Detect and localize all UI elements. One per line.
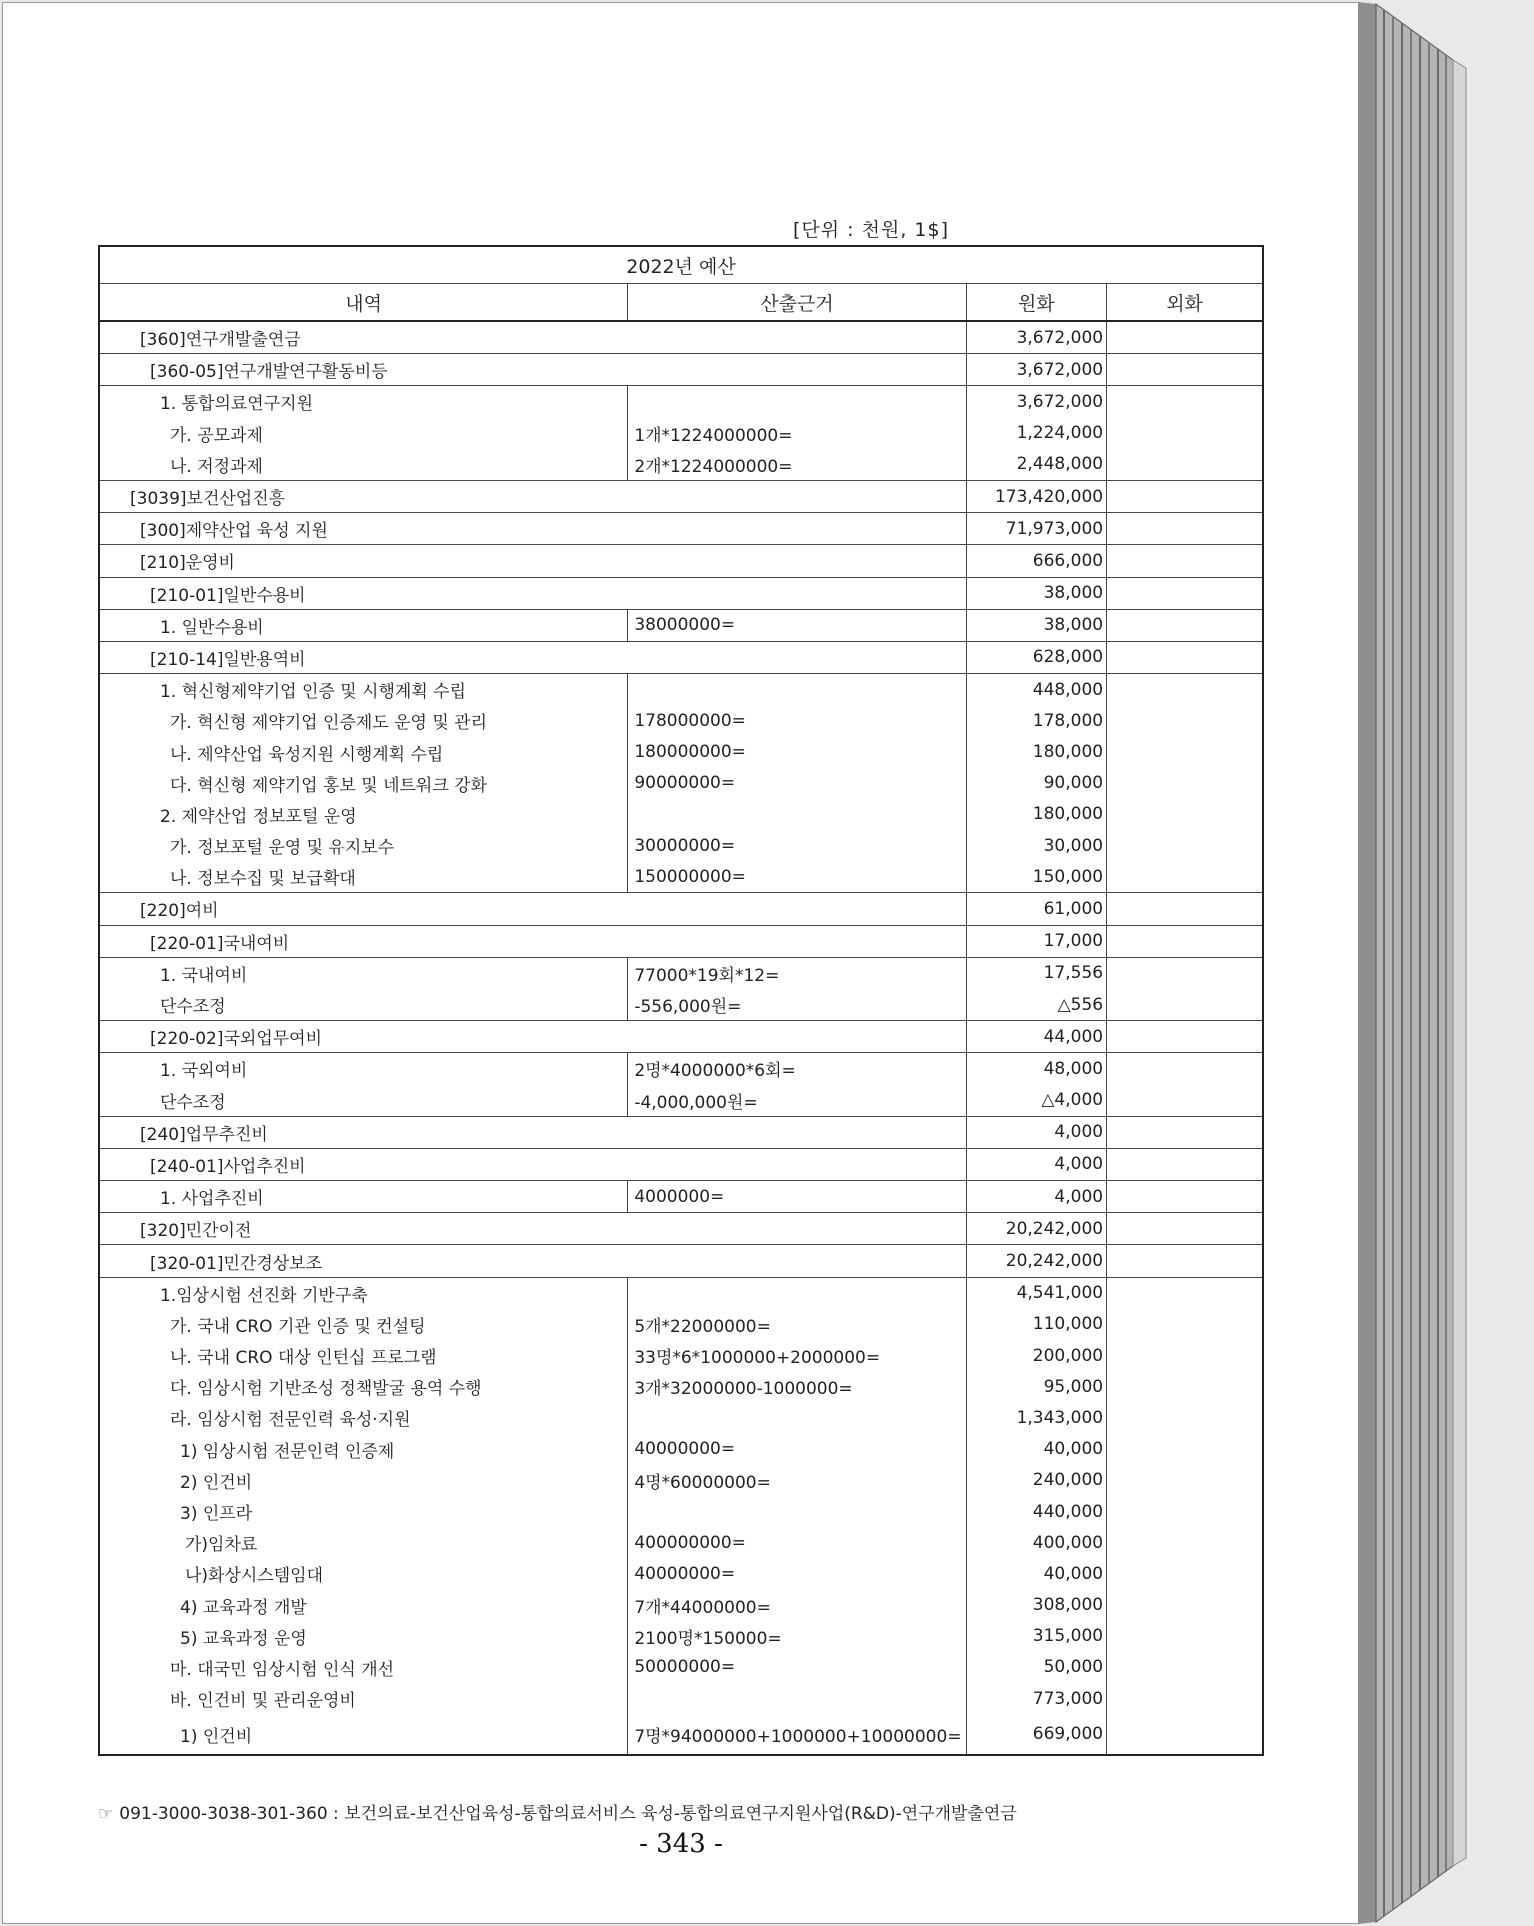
table-row — [99, 1590, 1263, 1621]
row-description-text: [210]운영비 — [140, 553, 235, 574]
document-page — [2, 2, 1360, 1924]
row-description — [99, 893, 966, 925]
row-krw-amount: 3,672,000 — [966, 386, 1107, 418]
row-foreign-amount — [1107, 1527, 1263, 1558]
row-description — [99, 1621, 628, 1652]
row-description — [99, 1053, 628, 1085]
row-foreign-amount — [1107, 989, 1263, 1021]
row-krw-amount: 3,672,000 — [966, 321, 1107, 354]
row-foreign-amount — [1107, 1021, 1263, 1053]
row-description — [99, 989, 628, 1021]
row-krw-amount: 448,000 — [966, 674, 1107, 706]
row-description-text: 다. 임상시험 기반조성 정책발굴 용역 수행 — [170, 1379, 482, 1400]
row-description-text: 가. 혁신형 제약기업 인증제도 운영 및 관리 — [170, 713, 488, 734]
row-krw-amount: △4,000 — [966, 1085, 1107, 1117]
row-krw-amount: 30,000 — [966, 830, 1107, 861]
row-foreign-amount — [1107, 705, 1263, 736]
row-basis: 400000000= — [628, 1527, 966, 1558]
row-description-text: [320-01]민간경상보조 — [150, 1253, 323, 1274]
row-description — [99, 768, 628, 799]
header-description: 내역 — [99, 284, 628, 322]
table-row — [99, 1402, 1263, 1433]
row-foreign-amount — [1107, 736, 1263, 767]
row-krw-amount: 4,541,000 — [966, 1277, 1107, 1309]
row-foreign-amount — [1107, 513, 1263, 545]
row-description-text: [210-01]일반수용비 — [150, 585, 306, 606]
row-basis: 4000000= — [628, 1181, 966, 1213]
row-description — [99, 354, 966, 386]
row-krw-amount: 38,000 — [966, 577, 1107, 609]
table-row — [99, 1148, 1263, 1180]
row-krw-amount: 71,973,000 — [966, 513, 1107, 545]
row-basis — [628, 1496, 966, 1527]
table-row — [99, 1085, 1263, 1117]
row-krw-amount: 628,000 — [966, 641, 1107, 673]
row-description-text: [300]제약산업 육성 지원 — [140, 521, 328, 542]
row-krw-amount: 50,000 — [966, 1652, 1107, 1683]
row-basis — [628, 674, 966, 706]
row-description-text: [210-14]일반용역비 — [150, 649, 306, 670]
row-foreign-amount — [1107, 861, 1263, 893]
row-description — [99, 1148, 966, 1180]
row-foreign-amount — [1107, 1558, 1263, 1589]
row-foreign-amount — [1107, 545, 1263, 577]
row-description-text: 3) 인프라 — [180, 1504, 253, 1525]
row-basis — [628, 386, 966, 418]
row-foreign-amount — [1107, 768, 1263, 799]
row-krw-amount: 4,000 — [966, 1181, 1107, 1213]
row-description-text: [220-02]국외업무여비 — [150, 1029, 323, 1050]
row-description-text: 1.임상시험 선진화 기반구축 — [160, 1285, 368, 1306]
row-krw-amount: 20,242,000 — [966, 1213, 1107, 1245]
row-basis: 77000*19회*12= — [628, 957, 966, 989]
table-row — [99, 1652, 1263, 1683]
row-krw-amount: 40,000 — [966, 1434, 1107, 1465]
table-row — [99, 989, 1263, 1021]
table-row — [99, 830, 1263, 861]
row-description-text: [3039]보건산업진흥 — [130, 489, 286, 510]
table-row — [99, 893, 1263, 925]
row-description — [99, 1496, 628, 1527]
table-row — [99, 1621, 1263, 1652]
table-row — [99, 386, 1263, 418]
row-foreign-amount — [1107, 1053, 1263, 1085]
table-row — [99, 957, 1263, 989]
row-description — [99, 830, 628, 861]
row-description — [99, 1340, 628, 1371]
row-krw-amount: 1,224,000 — [966, 418, 1107, 449]
row-basis — [628, 1402, 966, 1433]
row-foreign-amount — [1107, 830, 1263, 861]
row-description — [99, 925, 966, 957]
row-basis: 3개*32000000-1000000= — [628, 1371, 966, 1402]
table-row — [99, 418, 1263, 449]
table-row — [99, 1213, 1263, 1245]
table-row — [99, 1053, 1263, 1085]
row-description-text: 바. 인건비 및 관리운영비 — [170, 1691, 356, 1712]
row-basis: 2개*1224000000= — [628, 449, 966, 481]
row-description — [99, 1309, 628, 1340]
row-krw-amount: 178,000 — [966, 705, 1107, 736]
row-foreign-amount — [1107, 321, 1263, 354]
row-basis: 38000000= — [628, 609, 966, 641]
row-foreign-amount — [1107, 1402, 1263, 1433]
book-page-edges — [1358, 0, 1534, 1926]
table-row — [99, 1277, 1263, 1309]
header-krw: 원화 — [966, 284, 1107, 322]
table-row — [99, 1434, 1263, 1465]
table-row — [99, 1714, 1263, 1755]
row-description-text: 단수조정 — [160, 1092, 226, 1113]
table-row — [99, 354, 1263, 386]
row-description-text: [220-01]국내여비 — [150, 933, 290, 954]
row-description — [99, 1590, 628, 1621]
row-krw-amount: 4,000 — [966, 1116, 1107, 1148]
row-foreign-amount — [1107, 1148, 1263, 1180]
row-krw-amount: 173,420,000 — [966, 480, 1107, 512]
row-foreign-amount — [1107, 418, 1263, 449]
row-description-text: 1. 국외여비 — [160, 1061, 248, 1082]
row-krw-amount: 38,000 — [966, 609, 1107, 641]
row-krw-amount: 4,000 — [966, 1148, 1107, 1180]
row-description — [99, 1213, 966, 1245]
row-foreign-amount — [1107, 1116, 1263, 1148]
table-row — [99, 1116, 1263, 1148]
row-description-text: 1) 인건비 — [180, 1726, 253, 1747]
row-description — [99, 418, 628, 449]
row-krw-amount: 773,000 — [966, 1683, 1107, 1714]
row-description — [99, 641, 966, 673]
table-row — [99, 1309, 1263, 1340]
row-foreign-amount — [1107, 674, 1263, 706]
row-description — [99, 957, 628, 989]
row-basis: -4,000,000원= — [628, 1085, 966, 1117]
row-foreign-amount — [1107, 1621, 1263, 1652]
row-description-text: 1. 사업추진비 — [160, 1189, 264, 1210]
table-row — [99, 321, 1263, 354]
row-description-text: 1. 국내여비 — [160, 965, 248, 986]
row-description-text: 1. 통합의료연구지원 — [160, 394, 313, 415]
row-krw-amount: 666,000 — [966, 545, 1107, 577]
row-description — [99, 736, 628, 767]
row-basis — [628, 799, 966, 830]
row-description — [99, 674, 628, 706]
row-krw-amount: 17,000 — [966, 925, 1107, 957]
table-row — [99, 609, 1263, 641]
row-description-text: 가)임차료 — [185, 1535, 258, 1556]
table-header-row — [99, 284, 1263, 322]
header-foreign: 외화 — [1107, 284, 1263, 322]
row-description — [99, 861, 628, 893]
row-krw-amount: 20,242,000 — [966, 1245, 1107, 1277]
row-description-text: 1. 일반수용비 — [160, 617, 264, 638]
row-description-text: 2) 인건비 — [180, 1472, 253, 1493]
table-row — [99, 480, 1263, 512]
row-krw-amount: 440,000 — [966, 1496, 1107, 1527]
row-basis: 33명*6*1000000+2000000= — [628, 1340, 966, 1371]
footnote — [98, 1799, 1017, 1824]
row-krw-amount: 315,000 — [966, 1621, 1107, 1652]
row-description — [99, 1714, 628, 1755]
row-foreign-amount — [1107, 609, 1263, 641]
table-row — [99, 1496, 1263, 1527]
row-description — [99, 1652, 628, 1683]
row-foreign-amount — [1107, 1683, 1263, 1714]
row-foreign-amount — [1107, 957, 1263, 989]
row-foreign-amount — [1107, 354, 1263, 386]
row-description — [99, 1683, 628, 1714]
row-description-text: 4) 교육과정 개발 — [180, 1597, 307, 1618]
table-row — [99, 1527, 1263, 1558]
row-basis: 30000000= — [628, 830, 966, 861]
row-basis: 50000000= — [628, 1652, 966, 1683]
row-basis: 2100명*150000= — [628, 1621, 966, 1652]
row-foreign-amount — [1107, 386, 1263, 418]
row-krw-amount: 3,672,000 — [966, 354, 1107, 386]
row-foreign-amount — [1107, 1309, 1263, 1340]
row-krw-amount: 2,448,000 — [966, 449, 1107, 481]
row-krw-amount: 1,343,000 — [966, 1402, 1107, 1433]
row-basis: 178000000= — [628, 705, 966, 736]
row-description-text: 5) 교육과정 운영 — [180, 1628, 307, 1649]
table-row — [99, 1558, 1263, 1589]
row-krw-amount: 44,000 — [966, 1021, 1107, 1053]
header-basis: 산출근거 — [628, 284, 966, 322]
row-krw-amount: 150,000 — [966, 861, 1107, 893]
row-foreign-amount — [1107, 1590, 1263, 1621]
row-foreign-amount — [1107, 577, 1263, 609]
row-description — [99, 1085, 628, 1117]
row-description — [99, 449, 628, 481]
row-basis: 180000000= — [628, 736, 966, 767]
row-description-text: 나. 정보수집 및 보급확대 — [170, 869, 356, 890]
table-row — [99, 449, 1263, 481]
table-row — [99, 577, 1263, 609]
table-row — [99, 1021, 1263, 1053]
row-basis: 1개*1224000000= — [628, 418, 966, 449]
row-foreign-amount — [1107, 1085, 1263, 1117]
table-row — [99, 861, 1263, 893]
row-description-text: 마. 대국민 임상시험 인식 개선 — [170, 1659, 395, 1680]
row-basis: 2명*4000000*6회= — [628, 1053, 966, 1085]
row-foreign-amount — [1107, 1340, 1263, 1371]
row-description-text: 가. 정보포털 운영 및 유지보수 — [170, 838, 395, 859]
row-description-text: [240]업무추진비 — [140, 1124, 268, 1145]
row-foreign-amount — [1107, 1496, 1263, 1527]
row-description — [99, 1527, 628, 1558]
table-row — [99, 1245, 1263, 1277]
row-basis: 40000000= — [628, 1434, 966, 1465]
row-description — [99, 1277, 628, 1309]
row-foreign-amount — [1107, 1714, 1263, 1755]
table-row — [99, 1465, 1263, 1496]
table-row — [99, 641, 1263, 673]
row-foreign-amount — [1107, 1652, 1263, 1683]
unit-label: [단위 : 천원, 1$] — [793, 219, 949, 241]
row-description-text: [220]여비 — [140, 901, 219, 922]
row-krw-amount: 40,000 — [966, 1558, 1107, 1589]
row-description — [99, 1402, 628, 1433]
row-description-text: 1) 임상시험 전문인력 인증제 — [180, 1441, 395, 1462]
row-foreign-amount — [1107, 480, 1263, 512]
row-foreign-amount — [1107, 1245, 1263, 1277]
table-title-row — [99, 246, 1263, 284]
row-description-text: [240-01]사업추진비 — [150, 1156, 306, 1177]
row-foreign-amount — [1107, 1181, 1263, 1213]
table-row — [99, 736, 1263, 767]
row-description-text: 다. 혁신형 제약기업 홍보 및 네트워크 강화 — [170, 775, 488, 796]
table-row — [99, 925, 1263, 957]
table-row — [99, 1683, 1263, 1714]
row-krw-amount: 669,000 — [966, 1714, 1107, 1755]
table-row — [99, 1371, 1263, 1402]
table-row — [99, 545, 1263, 577]
row-description-text: 가. 국내 CRO 기관 인증 및 컨설팅 — [170, 1316, 426, 1337]
row-description — [99, 577, 966, 609]
row-description — [99, 386, 628, 418]
table-row — [99, 513, 1263, 545]
row-krw-amount: 90,000 — [966, 768, 1107, 799]
table-row — [99, 768, 1263, 799]
table-title: 2022년 예산 — [99, 246, 1263, 284]
row-description — [99, 1181, 628, 1213]
row-description-text: 단수조정 — [160, 997, 226, 1018]
row-krw-amount: 308,000 — [966, 1590, 1107, 1621]
table-body — [99, 321, 1263, 1755]
row-foreign-amount — [1107, 1213, 1263, 1245]
row-krw-amount: 400,000 — [966, 1527, 1107, 1558]
row-description-text: [320]민간이전 — [140, 1221, 252, 1242]
row-basis — [628, 1683, 966, 1714]
row-description-text: 라. 임상시험 전문인력 육성·지원 — [170, 1410, 411, 1431]
row-foreign-amount — [1107, 799, 1263, 830]
row-description — [99, 1245, 966, 1277]
row-description-text: 가. 공모과제 — [170, 425, 263, 446]
row-description — [99, 321, 966, 354]
row-basis: 4명*60000000= — [628, 1465, 966, 1496]
row-description — [99, 513, 966, 545]
row-krw-amount: 240,000 — [966, 1465, 1107, 1496]
row-basis: 90000000= — [628, 768, 966, 799]
row-description — [99, 1558, 628, 1589]
row-description-text: 나)화상시스템임대 — [185, 1566, 324, 1587]
row-basis: 150000000= — [628, 861, 966, 893]
budget-table — [98, 245, 1264, 1756]
table-row — [99, 705, 1263, 736]
row-foreign-amount — [1107, 925, 1263, 957]
row-krw-amount: 61,000 — [966, 893, 1107, 925]
row-description — [99, 1465, 628, 1496]
table-row — [99, 1340, 1263, 1371]
row-krw-amount: 95,000 — [966, 1371, 1107, 1402]
table-row — [99, 799, 1263, 830]
row-description — [99, 480, 966, 512]
row-description-text: 나. 국내 CRO 대상 인턴십 프로그램 — [170, 1348, 437, 1369]
row-basis: 40000000= — [628, 1558, 966, 1589]
row-basis: 5개*22000000= — [628, 1309, 966, 1340]
row-krw-amount: 180,000 — [966, 736, 1107, 767]
row-description — [99, 545, 966, 577]
row-description — [99, 1116, 966, 1148]
row-description-text: 2. 제약산업 정보포털 운영 — [160, 806, 357, 827]
row-foreign-amount — [1107, 893, 1263, 925]
footnote-text: 091-3000-3038-301-360 : 보건의료-보건산업육성-통합의료서비스 육성-통합의료연구지원사업(R&D)-연구개발출연금 — [119, 1804, 1017, 1824]
row-description — [99, 1021, 966, 1053]
row-basis: 7명*94000000+1000000+10000000= — [628, 1714, 966, 1755]
row-foreign-amount — [1107, 1434, 1263, 1465]
pointing-hand-icon: ☞ — [98, 1804, 114, 1824]
row-foreign-amount — [1107, 1371, 1263, 1402]
row-foreign-amount — [1107, 449, 1263, 481]
table-row — [99, 674, 1263, 706]
row-description-text: 1. 혁신형제약기업 인증 및 시행계획 수립 — [160, 682, 466, 703]
row-krw-amount: 180,000 — [966, 799, 1107, 830]
row-description — [99, 1371, 628, 1402]
row-description-text: [360]연구개발출연금 — [140, 330, 301, 351]
row-basis: 7개*44000000= — [628, 1590, 966, 1621]
row-description — [99, 799, 628, 830]
row-foreign-amount — [1107, 641, 1263, 673]
row-krw-amount: 17,556 — [966, 957, 1107, 989]
row-description-text: 나. 제약산업 육성지원 시행계획 수립 — [170, 744, 444, 765]
row-krw-amount: △556 — [966, 989, 1107, 1021]
row-foreign-amount — [1107, 1465, 1263, 1496]
row-foreign-amount — [1107, 1277, 1263, 1309]
row-description-text: 나. 저정과제 — [170, 456, 263, 477]
row-description — [99, 1434, 628, 1465]
row-krw-amount: 200,000 — [966, 1340, 1107, 1371]
row-basis: -556,000원= — [628, 989, 966, 1021]
row-description — [99, 705, 628, 736]
row-basis — [628, 1277, 966, 1309]
row-krw-amount: 48,000 — [966, 1053, 1107, 1085]
page-number: - 343 - — [639, 1829, 723, 1859]
row-description — [99, 609, 628, 641]
row-krw-amount: 110,000 — [966, 1309, 1107, 1340]
table-row — [99, 1181, 1263, 1213]
row-description-text: [360-05]연구개발연구활동비등 — [150, 362, 388, 383]
